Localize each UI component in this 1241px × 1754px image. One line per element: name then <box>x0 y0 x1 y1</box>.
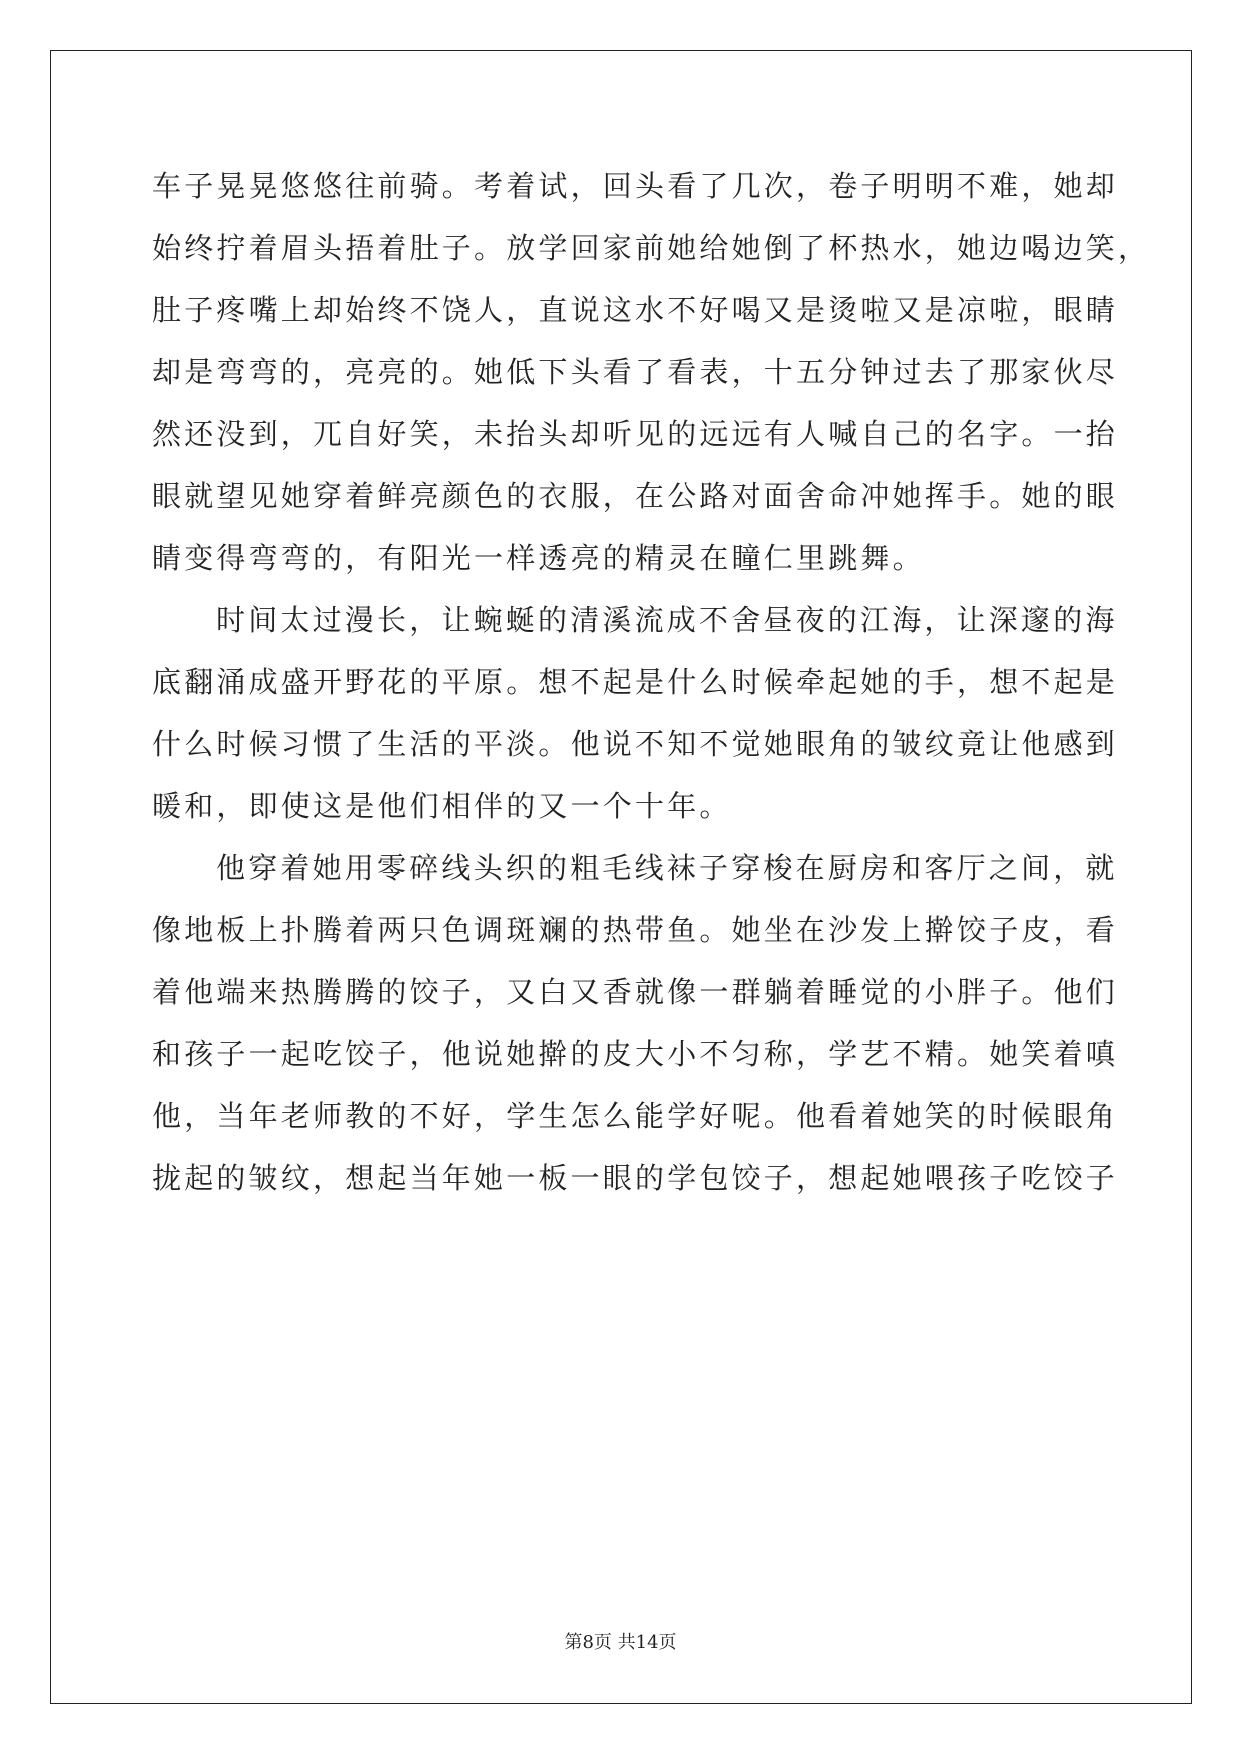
text-line: 底翻涌成盛开野花的平原。想不起是什么时候牵起她的手，想不起是 <box>152 665 1119 699</box>
text-line: 暖和，即使这是他们相伴的又一个十年。 <box>152 789 732 823</box>
text-line: 然还没到，兀自好笑，未抬头却听见的远远有人喊自己的名字。一抬 <box>152 417 1119 451</box>
text-line: 着他端来热腾腾的饺子，又白又香就像一群躺着睡觉的小胖子。他们 <box>152 975 1119 1009</box>
paragraph-first-line: 时间太过漫长，让蜿蜒的清溪流成不舍昼夜的江海，让深邃的海 <box>216 603 1118 637</box>
text-line: 他，当年老师教的不好，学生怎么能学好呢。他看着她笑的时候眼角 <box>152 1099 1119 1133</box>
text-line: 肚子疼嘴上却始终不饶人，直说这水不好喝又是烫啦又是凉啦，眼睛 <box>152 293 1119 327</box>
text-line: 眼就望见她穿着鲜亮颜色的衣服，在公路对面舍命冲她挥手。她的眼 <box>152 479 1119 513</box>
text-line: 像地板上扑腾着两只色调斑斓的热带鱼。她坐在沙发上擀饺子皮，看 <box>152 913 1119 947</box>
text-line: 始终拧着眉头捂着肚子。放学回家前她给她倒了杯热水，她边喝边笑， <box>152 231 1151 265</box>
text-line: 什么时候习惯了生活的平淡。他说不知不觉她眼角的皱纹竟让他感到 <box>152 727 1119 761</box>
page-number-footer: 第8页 共14页 <box>564 1632 677 1653</box>
text-line: 和孩子一起吃饺子，他说她擀的皮大小不匀称，学艺不精。她笑着嗔 <box>152 1037 1119 1071</box>
text-line: 却是弯弯的，亮亮的。她低下头看了看表，十五分钟过去了那家伙尽 <box>152 355 1119 389</box>
text-line: 睛变得弯弯的，有阳光一样透亮的精灵在瞳仁里跳舞。 <box>152 541 925 575</box>
text-line: 拢起的皱纹，想起当年她一板一眼的学包饺子，想起她喂孩子吃饺子 <box>152 1161 1119 1195</box>
paragraph-first-line: 他穿着她用零碎线头织的粗毛线袜子穿梭在厨房和客厅之间，就 <box>216 851 1118 885</box>
document-body <box>152 155 1151 1209</box>
text-line: 车子晃晃悠悠往前骑。考着试，回头看了几次，卷子明明不难，她却 <box>152 169 1119 203</box>
